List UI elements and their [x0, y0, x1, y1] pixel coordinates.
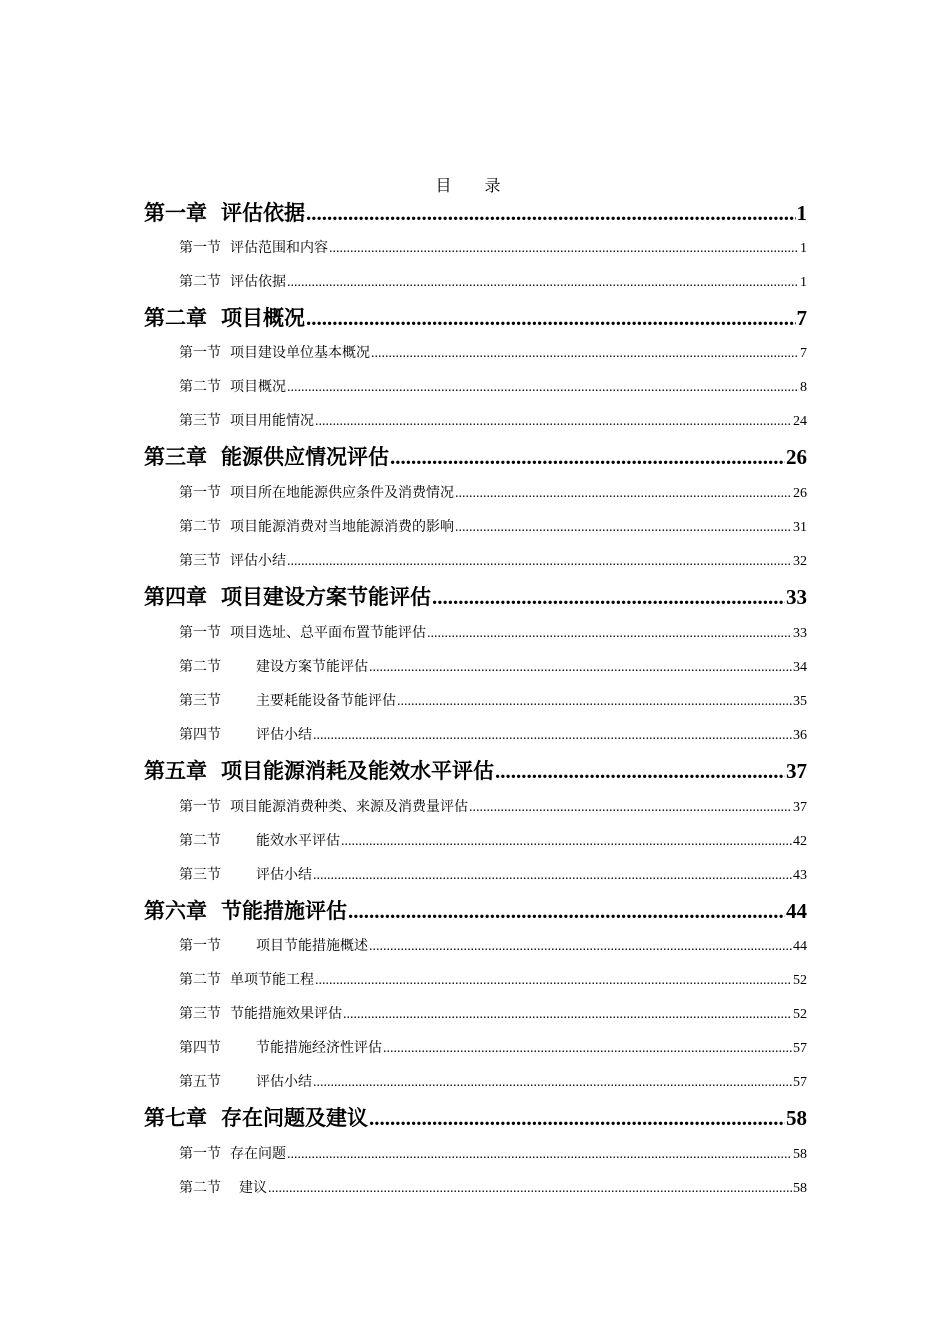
toc-section-entry[interactable] [179, 483, 807, 504]
entry-page-number: 44 [786, 899, 807, 923]
dot-leader [369, 1104, 785, 1132]
toc-section-entry[interactable] [179, 970, 807, 991]
entry-page-number: 37 [793, 800, 807, 815]
entry-title: 能效水平评估 [256, 833, 340, 849]
entry-title: 建设方案节能评估 [256, 659, 368, 675]
entry-title: 主要耗能设备节能评估 [256, 693, 396, 709]
toc-chapter-entry[interactable] [144, 443, 807, 471]
entry-number: 第一节 [179, 240, 221, 256]
entry-label [179, 623, 426, 643]
dot-leader [343, 1005, 792, 1025]
entry-page-number: 57 [793, 1075, 807, 1090]
entry-page-number: 52 [793, 973, 807, 988]
entry-page-number: 52 [793, 1007, 807, 1022]
entry-title: 项目所在地能源供应条件及消费情况 [230, 485, 454, 501]
toc-section-entry[interactable] [179, 725, 807, 746]
toc-chapter-entry[interactable] [144, 583, 807, 611]
entry-number: 第三节 [179, 867, 221, 883]
entry-page-number: 33 [793, 626, 807, 641]
entry-label [144, 443, 389, 471]
dot-leader [432, 583, 785, 611]
entry-title: 项目概况 [230, 379, 286, 395]
entry-title: 评估小结 [230, 553, 286, 569]
toc-section-entry[interactable] [179, 272, 807, 293]
entry-number: 第三章 [144, 444, 207, 469]
entry-title: 存在问题及建议 [221, 1105, 368, 1130]
toc-section-entry[interactable] [179, 238, 807, 259]
entry-page-number: 7 [800, 346, 807, 361]
entry-page-number: 8 [800, 380, 807, 395]
entry-number: 第二节 [179, 519, 221, 535]
toc-section-entry[interactable] [179, 657, 807, 678]
entry-label [179, 691, 396, 711]
toc-chapter-entry[interactable] [144, 757, 807, 785]
entry-number: 第一节 [179, 1146, 221, 1162]
entry-number: 第一节 [179, 485, 221, 501]
dot-leader [341, 832, 792, 852]
dot-leader [287, 273, 799, 293]
entry-number: 第二章 [144, 305, 207, 330]
entry-label [179, 725, 312, 745]
entry-label [179, 1178, 267, 1198]
entry-page-number: 43 [793, 868, 807, 883]
dot-leader [313, 726, 792, 746]
toc-section-entry[interactable] [179, 1038, 807, 1059]
entry-label [179, 411, 314, 431]
entry-label [144, 757, 494, 785]
entry-title: 节能措施效果评估 [230, 1006, 342, 1022]
entry-number: 第二节 [179, 379, 221, 395]
entry-label [144, 1104, 368, 1132]
toc-section-entry[interactable] [179, 1144, 807, 1165]
toc-section-entry[interactable] [179, 691, 807, 712]
dot-leader [369, 658, 792, 678]
entry-number: 第六章 [144, 898, 207, 923]
entry-page-number: 34 [793, 660, 807, 675]
entry-title: 节能措施评估 [221, 898, 347, 923]
toc-section-entry[interactable] [179, 623, 807, 644]
toc-section-entry[interactable] [179, 1178, 807, 1199]
entry-page-number: 1 [796, 201, 807, 225]
entry-label [179, 797, 468, 817]
entry-label [179, 1072, 312, 1092]
entry-title: 项目选址、总平面布置节能评估 [230, 625, 426, 641]
entry-label [179, 377, 286, 397]
toc-section-entry[interactable] [179, 551, 807, 572]
dot-leader [313, 1073, 792, 1093]
dot-leader [495, 757, 785, 785]
entry-number: 第四节 [179, 727, 221, 743]
entry-number: 第四节 [179, 1040, 221, 1056]
entry-title: 项目能源消费对当地能源消费的影响 [230, 519, 454, 535]
toc-section-entry[interactable] [179, 1004, 807, 1025]
entry-page-number: 32 [793, 554, 807, 569]
entry-page-number: 31 [793, 520, 807, 535]
entry-label [179, 483, 454, 503]
dot-leader [313, 866, 792, 886]
entry-number: 第一节 [179, 938, 221, 954]
entry-label [179, 238, 328, 258]
entry-title: 评估范围和内容 [230, 240, 328, 256]
entry-page-number: 1 [800, 241, 807, 256]
entry-label [179, 343, 370, 363]
dot-leader [427, 624, 792, 644]
entry-page-number: 26 [793, 486, 807, 501]
toc-section-entry[interactable] [179, 797, 807, 818]
entry-number: 第五章 [144, 758, 207, 783]
dot-leader [390, 443, 785, 471]
entry-number: 第七章 [144, 1105, 207, 1130]
entry-page-number: 57 [793, 1041, 807, 1056]
entry-page-number: 58 [786, 1106, 807, 1130]
entry-title: 评估小结 [256, 867, 312, 883]
entry-number: 第一章 [144, 200, 207, 225]
toc-section-entry[interactable] [179, 831, 807, 852]
entry-number: 第三节 [179, 693, 221, 709]
entry-number: 第二节 [179, 274, 221, 290]
entry-page-number: 26 [786, 445, 807, 469]
toc-title: 目 录 [435, 176, 515, 195]
entry-label [179, 1004, 342, 1024]
entry-label [144, 199, 305, 227]
dot-leader [287, 552, 792, 572]
entry-label [179, 865, 312, 885]
entry-number: 第一节 [179, 345, 221, 361]
entry-number: 第二节 [179, 972, 221, 988]
entry-page-number: 58 [793, 1181, 807, 1196]
dot-leader [455, 518, 792, 538]
entry-page-number: 44 [793, 939, 807, 954]
dot-leader [397, 692, 792, 712]
entry-number: 第二节 [179, 833, 221, 849]
dot-leader [369, 937, 792, 957]
entry-label [179, 657, 368, 677]
entry-page-number: 33 [786, 585, 807, 609]
dot-leader [315, 971, 792, 991]
entry-label [144, 583, 431, 611]
dot-leader [306, 304, 796, 332]
entry-page-number: 58 [793, 1147, 807, 1162]
entry-number: 第三节 [179, 1006, 221, 1022]
entry-number: 第一节 [179, 625, 221, 641]
entry-title: 项目建设单位基本概况 [230, 345, 370, 361]
dot-leader [371, 344, 799, 364]
entry-label [144, 304, 305, 332]
dot-leader [348, 897, 785, 925]
entry-number: 第五节 [179, 1074, 221, 1090]
entry-title: 评估小结 [256, 727, 312, 743]
entry-label [179, 831, 340, 851]
entry-number: 第一节 [179, 799, 221, 815]
entry-page-number: 37 [786, 759, 807, 783]
dot-leader [287, 1145, 792, 1165]
dot-leader [315, 412, 792, 432]
dot-leader [383, 1039, 792, 1059]
entry-number: 第三节 [179, 413, 221, 429]
entry-label [144, 897, 347, 925]
dot-leader [287, 378, 799, 398]
toc-chapter-entry[interactable] [144, 304, 807, 332]
entry-page-number: 1 [800, 275, 807, 290]
entry-title: 存在问题 [230, 1146, 286, 1162]
toc-chapter-entry[interactable] [144, 199, 807, 227]
toc-chapter-entry[interactable] [144, 897, 807, 925]
entry-number: 第四章 [144, 584, 207, 609]
entry-title: 节能措施经济性评估 [256, 1040, 382, 1056]
entry-number: 第二节 [179, 1180, 221, 1196]
entry-label [179, 517, 454, 537]
toc-section-entry[interactable] [179, 1072, 807, 1093]
entry-page-number: 24 [793, 414, 807, 429]
entry-page-number: 36 [793, 728, 807, 743]
entry-label [179, 551, 286, 571]
toc-section-entry[interactable] [179, 377, 807, 398]
toc-section-entry[interactable] [179, 936, 807, 957]
entry-page-number: 42 [793, 834, 807, 849]
entry-label [179, 936, 368, 956]
entry-label [179, 970, 314, 990]
entry-title: 评估依据 [221, 200, 305, 225]
entry-title: 建议 [239, 1180, 267, 1196]
entry-label [179, 272, 286, 292]
dot-leader [455, 484, 792, 504]
entry-label [179, 1038, 382, 1058]
entry-title: 项目概况 [221, 305, 305, 330]
dot-leader [306, 199, 796, 227]
toc-section-entry[interactable] [179, 343, 807, 364]
entry-title: 单项节能工程 [230, 972, 314, 988]
entry-page-number: 35 [793, 694, 807, 709]
entry-title: 项目能源消耗及能效水平评估 [221, 758, 494, 783]
dot-leader [329, 239, 799, 259]
dot-leader [469, 798, 792, 818]
entry-number: 第二节 [179, 659, 221, 675]
entry-title: 项目节能措施概述 [256, 938, 368, 954]
entry-title: 评估小结 [256, 1074, 312, 1090]
toc-section-entry[interactable] [179, 865, 807, 886]
entry-label [179, 1144, 286, 1164]
entry-title: 评估依据 [230, 274, 286, 290]
entry-title: 项目能源消费种类、来源及消费量评估 [230, 799, 468, 815]
entry-number: 第三节 [179, 553, 221, 569]
toc-chapter-entry[interactable] [144, 1104, 807, 1132]
dot-leader [268, 1179, 792, 1199]
entry-page-number: 7 [796, 306, 807, 330]
entry-title: 能源供应情况评估 [221, 444, 389, 469]
entry-title: 项目建设方案节能评估 [221, 584, 431, 609]
entry-title: 项目用能情况 [230, 413, 314, 429]
toc-section-entry[interactable] [179, 411, 807, 432]
toc-section-entry[interactable] [179, 517, 807, 538]
